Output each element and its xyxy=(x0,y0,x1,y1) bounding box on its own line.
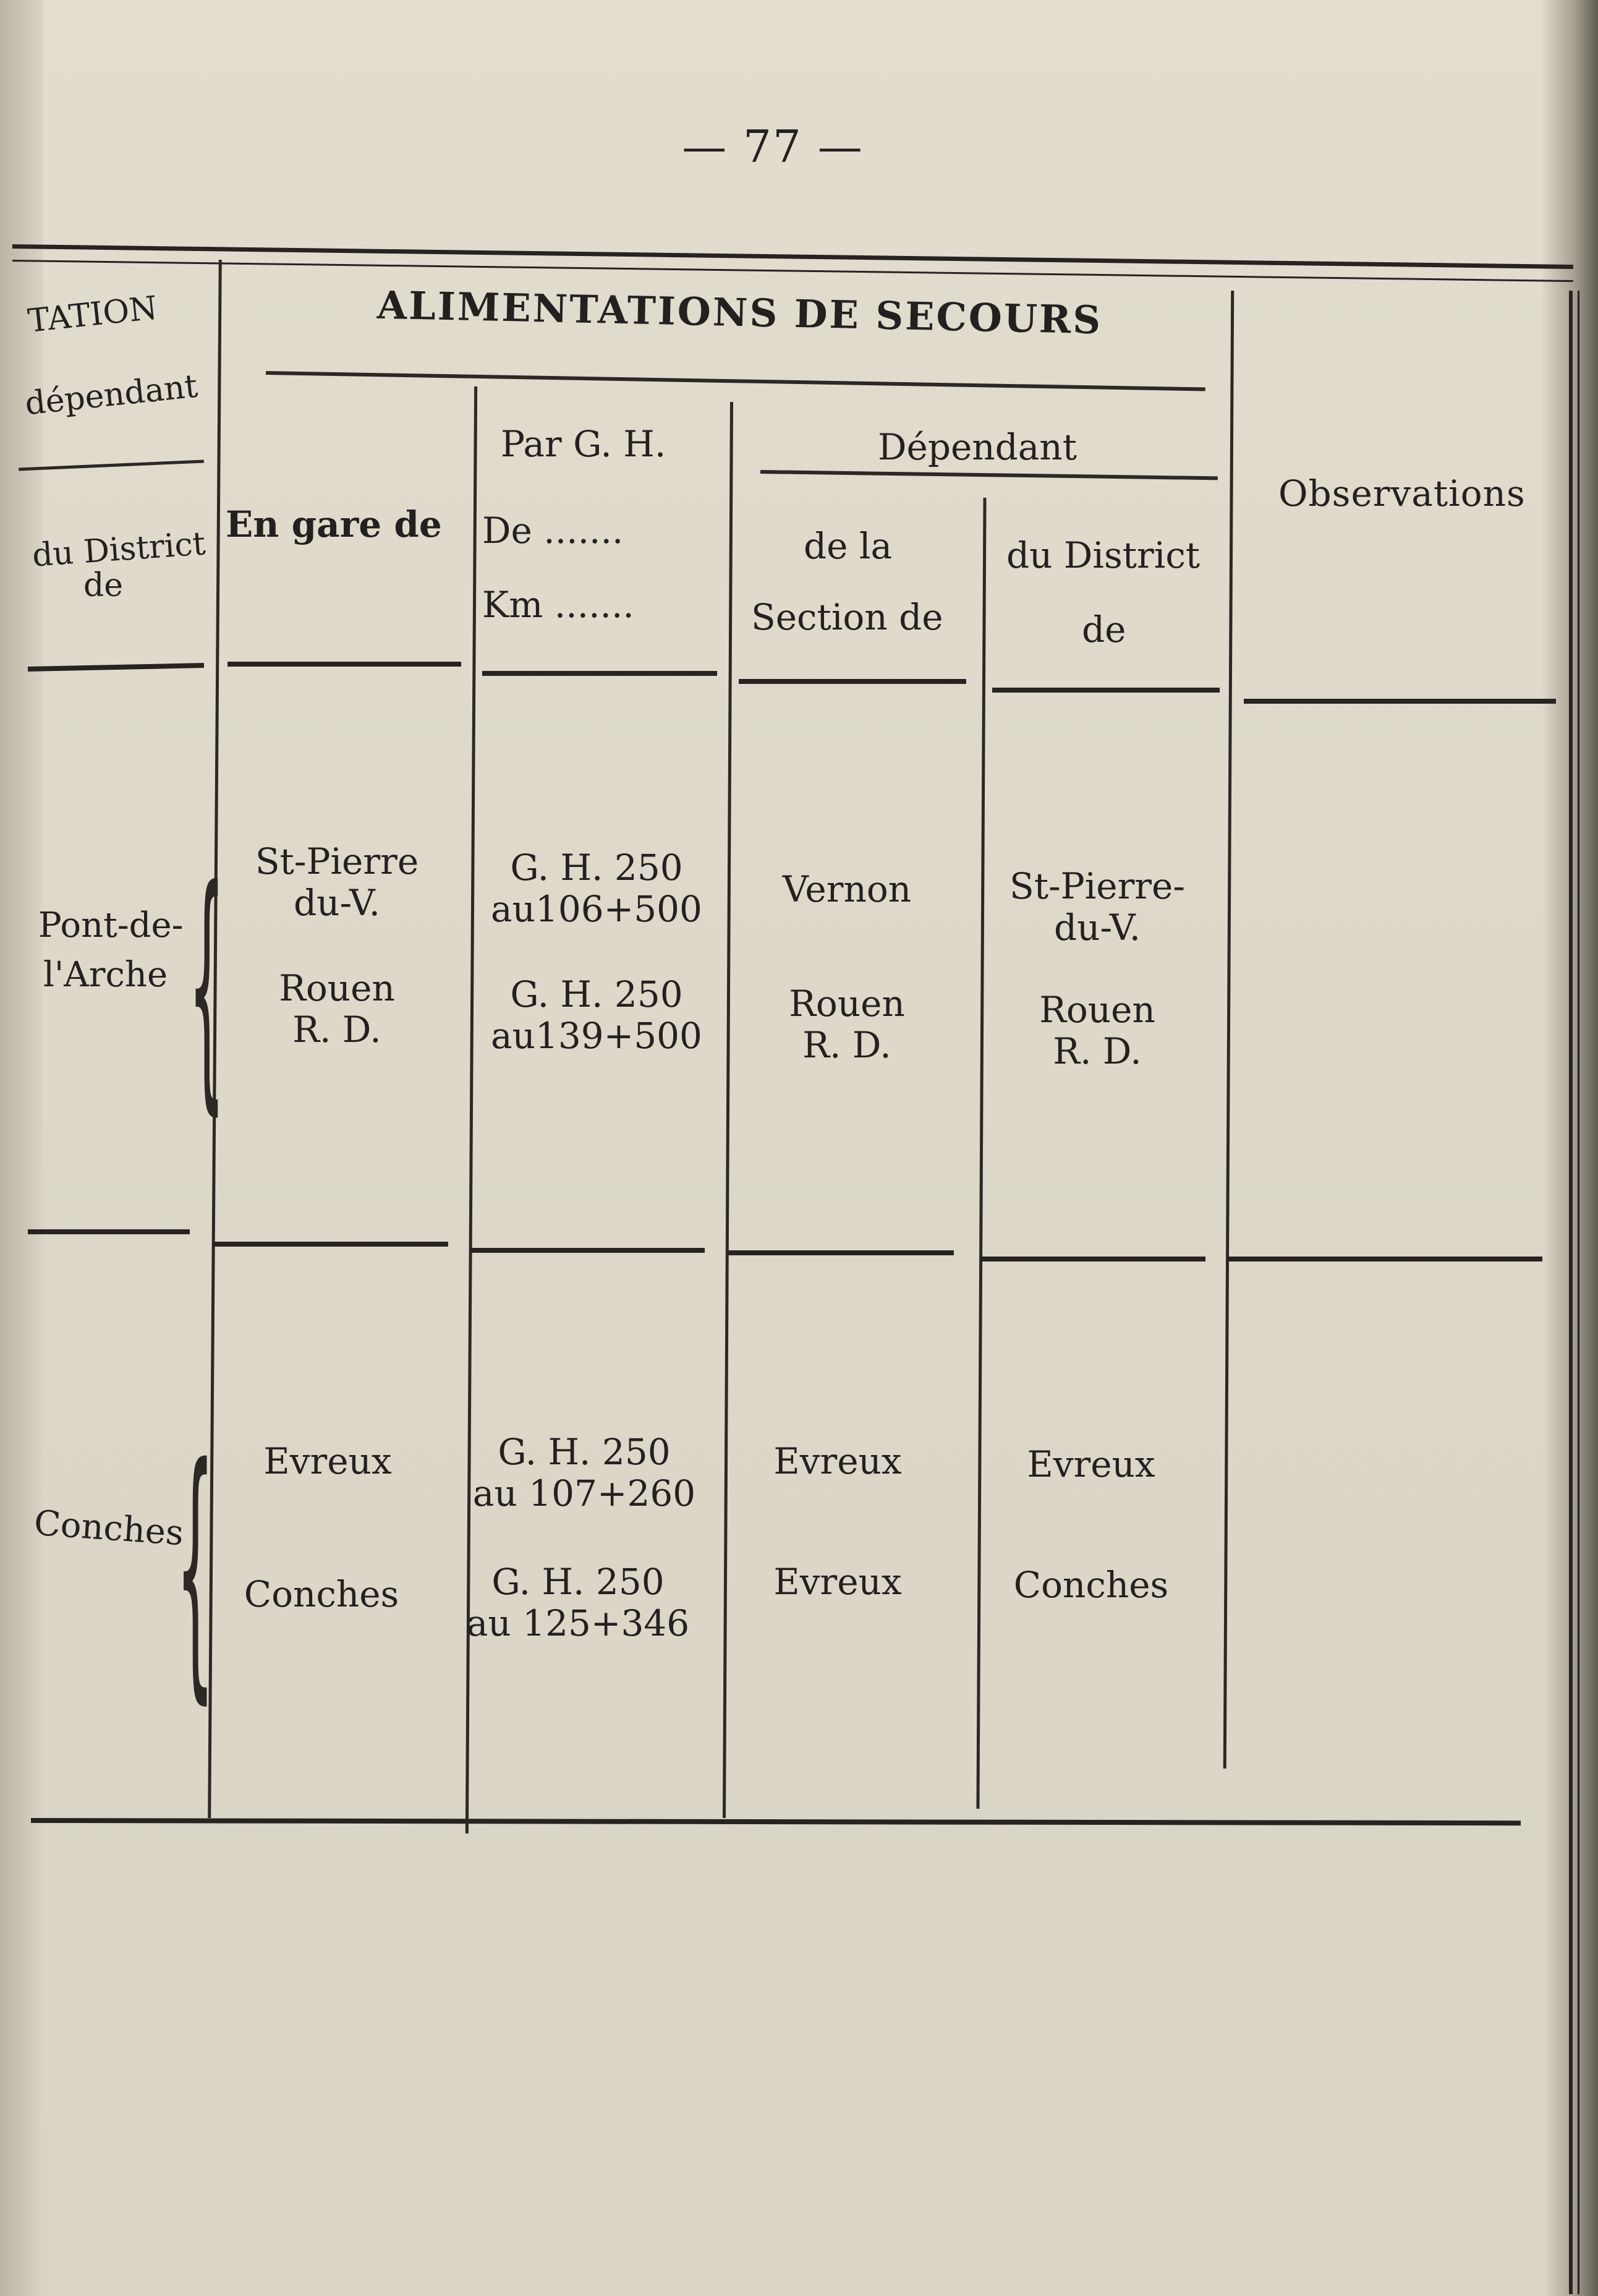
gh-line: G. H. 250 xyxy=(510,973,683,1015)
gh-cell xyxy=(476,974,717,1056)
section-line: R. D. xyxy=(802,1023,891,1066)
gare-line: R. D. xyxy=(292,1008,381,1051)
row-separator xyxy=(1227,1257,1542,1261)
gare-cell xyxy=(219,841,454,923)
header-station-line2: dépendant xyxy=(23,367,200,423)
row-separator xyxy=(213,1242,448,1247)
district-line: Rouen xyxy=(1039,989,1155,1031)
header-observations: Observations xyxy=(1278,472,1526,514)
station-name-line1: Pont-de- xyxy=(38,905,184,945)
district-line: R. D. xyxy=(1053,1030,1142,1072)
section-line: Evreux xyxy=(773,1561,902,1603)
row-separator xyxy=(470,1248,705,1253)
gare-line: St-Pierre xyxy=(255,840,419,882)
gare-line: du-V. xyxy=(293,881,381,924)
section-line: Rouen xyxy=(789,983,905,1025)
table-right-border xyxy=(1569,291,1573,2294)
header-section-line2: Section de xyxy=(751,596,943,638)
header-station-line4: de xyxy=(83,567,124,604)
gh-cell xyxy=(464,1432,705,1514)
page-gutter-shadow xyxy=(0,0,43,2296)
gh-line: au 125+346 xyxy=(466,1602,690,1644)
row-separator xyxy=(728,1250,954,1255)
section-cell xyxy=(720,1561,955,1603)
gh-line: G. H. 250 xyxy=(491,1561,665,1603)
header-underline xyxy=(227,662,461,667)
gare-line: Conches xyxy=(244,1573,399,1615)
header-group-title: ALIMENTATIONS DE SECOURS xyxy=(376,282,1103,343)
gare-cell xyxy=(210,1441,445,1482)
brace-icon: { xyxy=(176,1410,215,1726)
header-underline xyxy=(739,679,966,684)
district-line: Evreux xyxy=(1027,1443,1155,1485)
header-underline xyxy=(482,671,717,676)
section-line: Vernon xyxy=(782,868,912,910)
district-cell xyxy=(977,866,1218,948)
header-par-gh-line1: Par G. H. xyxy=(501,423,666,465)
district-cell xyxy=(971,1444,1212,1485)
header-section-line1: de la xyxy=(804,525,893,567)
gare-line: Rouen xyxy=(279,967,395,1009)
section-cell xyxy=(729,869,964,910)
gh-line: au106+500 xyxy=(491,887,702,930)
gh-cell xyxy=(476,847,717,929)
header-district-line2: de xyxy=(1082,608,1126,651)
header-en-gare: En gare de xyxy=(226,503,442,545)
header-dependant: Dépendant xyxy=(878,426,1077,468)
station-name-line2: l'Arche xyxy=(43,955,168,995)
gh-line: au139+500 xyxy=(491,1014,702,1057)
gh-line: G. H. 250 xyxy=(510,847,683,889)
page-number: — 77 — xyxy=(682,121,864,173)
district-line: du-V. xyxy=(1053,906,1141,949)
header-par-gh-line2: De ....... xyxy=(482,510,624,552)
header-underline xyxy=(1244,699,1556,704)
district-cell xyxy=(977,989,1218,1072)
gh-cell xyxy=(457,1561,699,1644)
section-cell xyxy=(720,1441,955,1482)
header-station-line3: du District xyxy=(31,525,207,574)
gh-line: au 107+260 xyxy=(472,1472,696,1514)
header-station-line1: TATION xyxy=(26,289,159,340)
row-separator xyxy=(28,1229,190,1234)
station-name-line1: Conches xyxy=(33,1503,185,1554)
header-underline xyxy=(992,688,1220,693)
row-separator xyxy=(980,1257,1205,1261)
gare-cell xyxy=(219,968,454,1050)
section-cell xyxy=(729,983,964,1065)
gare-line: Evreux xyxy=(263,1440,392,1482)
header-par-gh-line3: Km ....... xyxy=(482,584,634,626)
table-right-border-outer xyxy=(1578,291,1579,2294)
gh-line: G. H. 250 xyxy=(498,1431,671,1473)
district-line: St-Pierre- xyxy=(1009,865,1185,907)
section-line: Evreux xyxy=(773,1440,902,1482)
gare-cell xyxy=(204,1574,439,1615)
district-cell xyxy=(971,1564,1212,1606)
district-line: Conches xyxy=(1013,1564,1169,1606)
header-district-line1: du District xyxy=(1006,534,1201,576)
brace-icon: { xyxy=(189,835,225,1137)
